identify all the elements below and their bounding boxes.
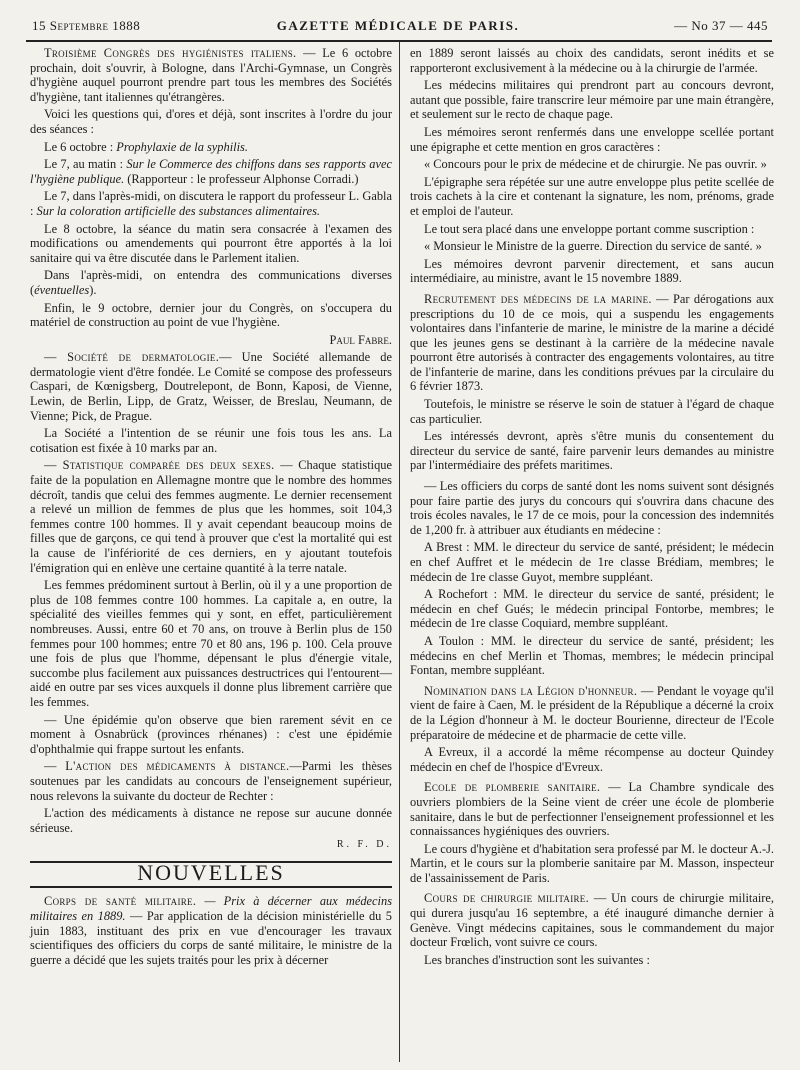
column-separator: [399, 42, 400, 1062]
article-paragraph: A Toulon : MM. le directeur du service de santé, président; les médecins en chef Merlin et Thomas, membres; le médecin principal Fontan, membre suppléant.: [410, 633, 774, 678]
page-header: [28, 14, 768, 36]
article-paragraph: Les branches d'instruction sont les suivantes :: [424, 952, 650, 967]
article-heading: — Société de dermatologie.: [44, 350, 220, 365]
article-paragraph: « Monsieur le Ministre de la guerre. Direction du service de santé. »: [424, 239, 762, 254]
article-paragraph: Recrutement des médecins de la marine. — Par dérogations aux prescriptions du 10 de ce mois, qui a suspendu les engagements volontaires dans l'infanterie de marine, le ministre de la marine a décidé que les jeunes gens se destinant à la carrière de la médecine navale pourront être autorisés à contracter des engagements volontaires, au titre de l'infanterie de marine, dans les conditions prévues par la circulaire du 6 février 1873.: [410, 291, 775, 394]
header-page-number: — No 37 — 445: [674, 18, 768, 33]
signature: R. F. D.: [336, 839, 392, 851]
signature: Paul Fabre.: [329, 332, 392, 347]
article-heading: — Statistique comparée des deux sexes.: [44, 458, 275, 473]
article-paragraph: Toutefois, le ministre se réserve le soin de statuer à l'égard de chaque cas particulier.: [410, 397, 774, 426]
article-paragraph: Le cours d'hygiène et d'habitation sera professé par M. le docteur A.-J. Martin, et le cours sur la plomberie sanitaire par M. Masson, inspecteur de l'assainissement de Paris.: [410, 841, 774, 885]
article-paragraph: Le 7, au matin : Sur le Commerce des chiffons dans ses rapports avec l'hygiène publique. (Rapporteur : le professeur Alphonse Corradi.): [30, 157, 392, 186]
article-paragraph: A Rochefort : MM. le directeur du service de santé, président; le médecin en chef Gués; le médecin principal Fontorbe, membres; le médecin de 1re classe Coquiard, membre suppléant.: [410, 587, 774, 631]
header-date: 15 Septembre 1888: [32, 18, 141, 33]
article-paragraph: Ecole de plomberie sanitaire. — La Chambre syndicale des ouvriers plombiers de la Seine vient de créer une école de plomberie sanitaire, dans le but de perfectionner l'enseignement professionnel et les connaissances hygiéniques des ouvriers.: [410, 780, 774, 839]
article-paragraph: Les médecins militaires qui prendront part au concours devront, autant que possible, faire transcrire leur mémoire par une main étrangère, et seulement sur le recto de chaque page.: [410, 78, 774, 122]
article-paragraph: Les mémoires devront parvenir directement, et sans aucun intermédiaire, au ministre, avant le 15 novembre 1889.: [410, 256, 774, 286]
article-paragraph: — Les officiers du corps de santé dont les noms suivent sont désignés pour faire partie des jurys du concours qui s'ouvrira dans chacune des trois écoles navales, le 17 de ce mois, pour la concession des indemnités de 1,200 fr. à attribuer aux étudiants en médecine :: [410, 479, 774, 537]
article-heading: Troisième Congrès des hygiénistes italiens.: [44, 46, 297, 60]
article-paragraph: Le 6 octobre : Prophylaxie de la syphilis.: [44, 139, 248, 154]
article-paragraph: L'action des médicaments à distance ne repose sur aucune donnée sérieuse.: [30, 806, 392, 835]
article-paragraph: A Brest : MM. le directeur du service de santé, président; le médecin en chef Auffret et le médecin de 1re classe Brédiam, membres; le médecin de 1re classe Guyot, membre suppléant.: [410, 540, 774, 584]
article-paragraph: — Statistique comparée des deux sexes. — Chaque statistique faite de la population en Allemagne montre que le nombre des hommes décroît, tandis que celui des femmes augmente. Le dernier recensement a relevé un million de femmes de plus que les hommes, soit 104,3 femmes contre 100 hommes. Il y avait cependant beaucoup moins de filles que de garçons, ce qui tend à prouver que c'est la mortalité qui est la cause de l'infériorité de ces derniers, en y ajoutant toutefois l'émigration qui en enlève une certaine quantité à la terre natale.: [30, 458, 392, 575]
article-paragraph: La Société a l'intention de se réunir une fois tous les ans. La cotisation est fixée à 10 marks par an.: [30, 426, 392, 455]
article-paragraph: Les mémoires seront renfermés dans une enveloppe scellée portant une épigraphe et cette mention en gros caractères :: [410, 124, 774, 154]
article-paragraph: Cours de chirurgie militaire. — Un cours de chirurgie militaire, qui durera jusqu'au 16 septembre, a été inauguré dimanche dernier à Genève. Vingt médecins capitaines, sous le commandement du major docteur Frœlich, vont suivre ce cours.: [410, 891, 774, 950]
article-paragraph: Le tout sera placé dans une enveloppe portant comme suscription :: [424, 221, 755, 236]
article-paragraph: — Une épidémie qu'on observe que bien rarement sévit en ce moment à Osnabrück (provinces rhénanes) : c'est une épidémie d'ophthalmie qui frappe surtout les enfants.: [30, 712, 392, 756]
left-column: [30, 46, 392, 970]
article-paragraph: Les intéressés devront, après s'être munis du consentement du directeur du service de santé, faire parvenir leurs demandes au ministre par l'intermédiaire des préfets maritimes.: [410, 429, 774, 473]
article-heading: — L'action des médicaments à distance.: [44, 759, 290, 774]
article-paragraph: Corps de santé militaire. — Prix à décerner aux médecins militaires en 1889. — Par application de la décision ministérielle du 5 juin 1883, instituant des prix en vue d'encourager les travaux scientifiques des officiers du corps de santé militaire, le ministre de la guerre a décidé que les sujets traités pour les prix à décerner: [30, 894, 393, 967]
article-heading: Nomination dans la Légion d'honneur.: [424, 683, 638, 698]
article-heading: Recrutement des médecins de la marine.: [424, 291, 652, 306]
article-paragraph: « Concours pour le prix de médecine et de chirurgie. Ne pas ouvrir. »: [424, 157, 767, 172]
article-paragraph: — Société de dermatologie.— Une Société allemande de dermatologie vient d'être fondée. Le Comité se compose des professeurs Caspari, de Kœnigsberg, Doutrelepont, de Bonn, Kaposi, de Vienne, Lewin, de Berlin, Lipp, de Gratz, Weisser, de Breslau, Neumann, de Vienne; Pick, de Prague.: [30, 350, 392, 423]
article-heading: Ecole de plomberie sanitaire.: [424, 780, 601, 795]
article-paragraph: Dans l'après-midi, on entendra des communications diverses (éventuelles).: [30, 268, 392, 297]
article-paragraph: Le 7, dans l'après-midi, on discutera le rapport du professeur L. Gabla : Sur la coloration artificielle des substances alimentaires.: [30, 189, 392, 218]
article-paragraph: Nomination dans la Légion d'honneur. — Pendant le voyage qu'il vient de faire à Caen, M. le président de la République a décerné la croix de la Légion d'honneur à M. le docteur Bourienne, directeur de l'Ecole préparatoire de médecine et de pharmacie de cette ville.: [410, 683, 774, 742]
article-paragraph: L'épigraphe sera répétée sur une autre enveloppe plus petite scellée de trois cachets à la cire et contenant la signature, les nom, prénoms, grade et emploi de l'auteur.: [410, 174, 774, 218]
article-paragraph: Enfin, le 9 octobre, dernier jour du Congrès, on s'occupera du matériel de construction au point de vue l'hygiène.: [30, 300, 392, 330]
article-paragraph: Le 8 octobre, la séance du matin sera consacrée à l'examen des modifications ou amendements qui pourront être apportés à la loi sanitaire qui va être discutée dans le Parlement italien.: [30, 221, 392, 265]
section-heading: NOUVELLES: [30, 861, 392, 889]
article-paragraph: Troisième Congrès des hygiénistes italiens. — Le 6 octobre prochain, doit s'ouvrir, à Bologne, dans l'Archi-Gymnase, un Congrès d'hygiène auquel pourront prendre part tous les membres des Sociétés d'hygiène, tant italiennes qu'étrangères.: [30, 46, 393, 104]
right-column: [410, 46, 774, 970]
article-paragraph: en 1889 seront laissés au choix des candidats, seront inédits et se rapporteront exclusivement à la médecine ou à la chirurgie de l'armée.: [410, 46, 774, 75]
article-heading: Cours de chirurgie militaire.: [424, 891, 590, 906]
article-paragraph: A Evreux, il a accordé la même récompense au docteur Quindey médecin en chef de l'hospice d'Evreux.: [410, 745, 774, 774]
article-paragraph: Les femmes prédominent surtout à Berlin, où il y a une proportion de plus de 108 femmes contre 100 hommes. La capitale a, en outre, la spécialité des vieilles femmes qui y sont, en effet, particulièrement nombreuses. Aussi, entre 60 et 70 ans, on trouve à Berlin plus de 150 femmes pour 100 hommes; entre 70 et 80 ans, 196 p. 100. Cela prouve une fois de plus que l'homme, dépensant le plus d'énergie vitale, succombe plus facilement aux puissances destructrices qui l'entourent—aidé en outre par ses vices auxquels il donne plus librement carrière que les femmes.: [30, 578, 392, 709]
article-paragraph: Voici les questions qui, d'ores et déjà, sont inscrites à l'ordre du jour des séances :: [30, 107, 392, 136]
article-paragraph: — L'action des médicaments à distance.—Parmi les thèses soutenues par les candidats au concours de l'enseignement supérieur, nous relevons la suivante du docteur de Rechter :: [30, 759, 392, 803]
article-heading: Corps de santé militaire.: [44, 894, 197, 909]
header-title: GAZETTE MÉDICALE DE PARIS.: [276, 18, 520, 33]
